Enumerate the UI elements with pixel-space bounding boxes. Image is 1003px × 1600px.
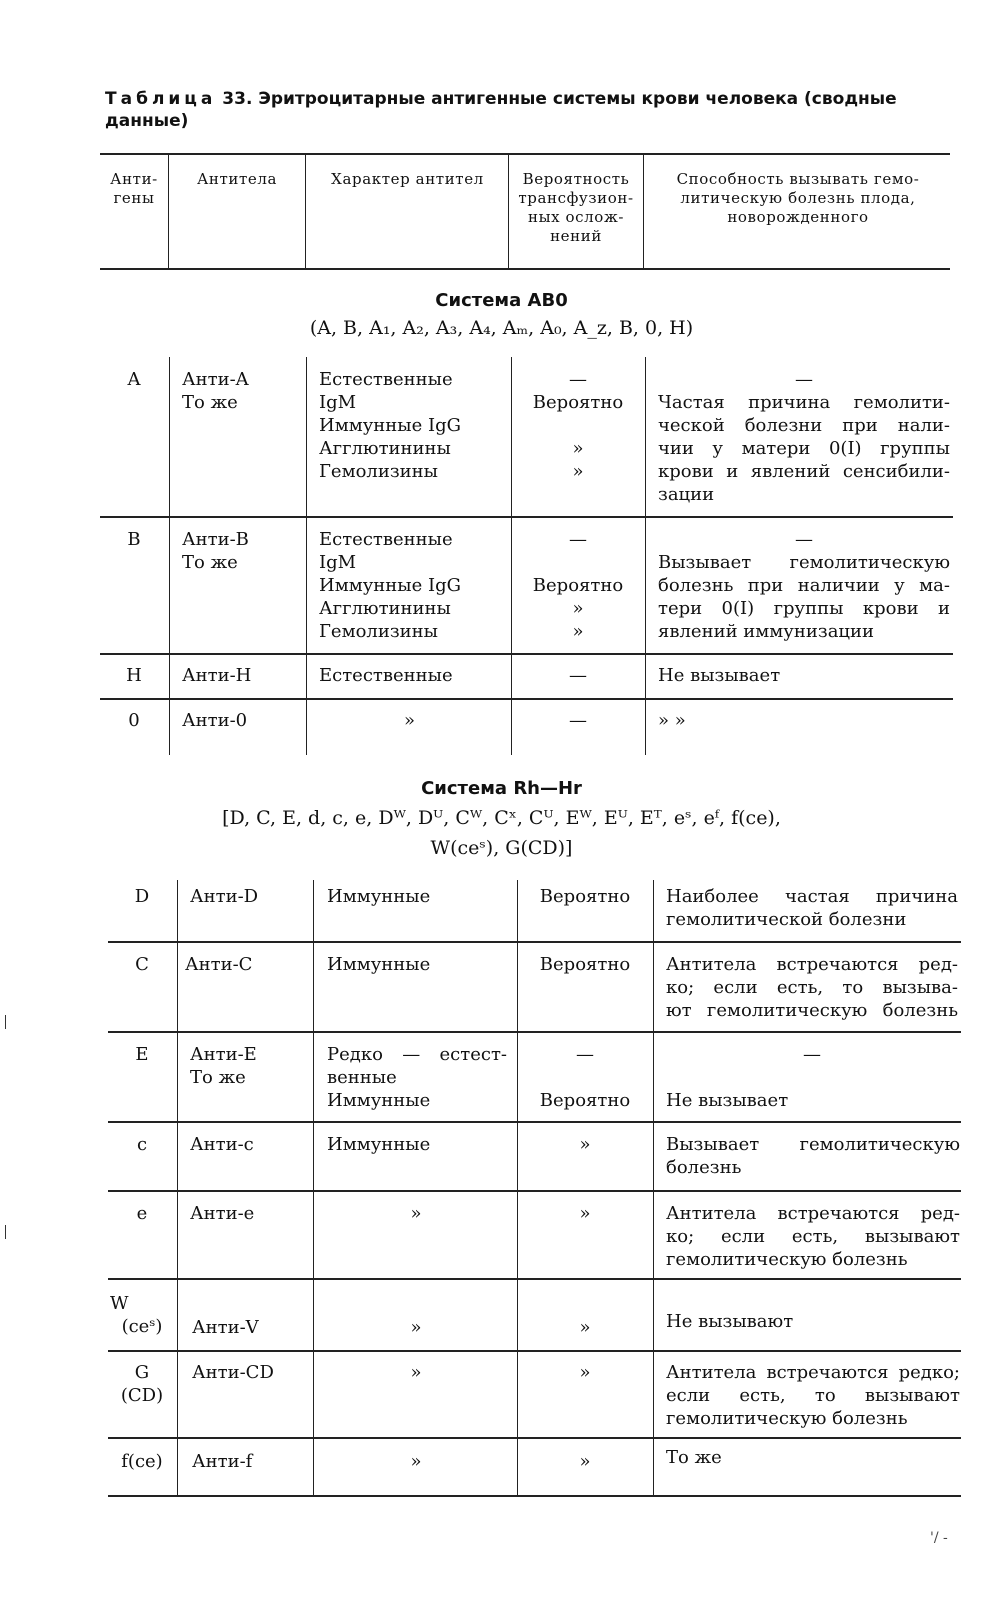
abo-system-title: Система AB0 (435, 290, 568, 311)
page-number-mark: '/ - (930, 1530, 948, 1546)
probability-cell: » (579, 1134, 591, 1155)
cell-line: чии у матери 0(I) группы (658, 438, 950, 459)
character-cell: » (410, 1362, 422, 1383)
cell-line: Естественные (319, 369, 453, 390)
antibody-cell (190, 1043, 257, 1089)
cell-line: — (569, 529, 587, 550)
abo-column-divider (169, 357, 170, 755)
header-divider (508, 153, 509, 268)
antigen-cell: f(ce) (121, 1451, 163, 1472)
rh-column-divider (653, 880, 654, 1495)
character-cell: » (403, 710, 415, 731)
header-line: литическую болезнь плода, (680, 189, 916, 207)
cell-line: ческой болезни при нали- (658, 415, 950, 436)
probability-cell (513, 528, 643, 643)
cell-line: Частая причина гемолити- (658, 392, 950, 413)
abo-column-divider (511, 357, 512, 755)
header-line: Анти- (110, 170, 158, 188)
probability-cell: » (579, 1317, 591, 1338)
cell-line: Естественные (319, 529, 453, 550)
cell-line: если есть, то вызывают (666, 1385, 960, 1406)
cell-line: Не вызывает (666, 1090, 789, 1111)
cell-line: Гемолизины (319, 461, 438, 482)
cell-line: » (572, 598, 584, 619)
header-divider (168, 153, 169, 268)
cell-line: болезнь (666, 1157, 742, 1178)
character-cell (327, 1043, 507, 1112)
ability-cell: То же (666, 1447, 722, 1468)
ability-cell (666, 1133, 960, 1179)
cell-line: — (576, 1044, 594, 1065)
antibody-cell (182, 528, 249, 574)
antigen-cell (110, 1361, 174, 1407)
cell-line: зации (658, 484, 715, 505)
cell-line: Иммунные IgG (319, 575, 461, 596)
rh-row-rule (108, 1121, 961, 1123)
antigen-cell: B (127, 529, 141, 550)
character-cell: » (410, 1203, 422, 1224)
ability-cell (666, 953, 958, 1022)
probability-cell: » (579, 1451, 591, 1472)
header-line: Характер антител (331, 170, 484, 188)
cell-line: гемолитической болезни (666, 909, 907, 930)
cell-line: Агглютинины (319, 438, 451, 459)
antibody-cell (182, 368, 249, 414)
probability-cell: — (569, 665, 587, 686)
rh-row-rule (108, 1278, 961, 1280)
antigen-cell: c (136, 1134, 148, 1155)
cell-line: Вызывает гемолитическую (666, 1134, 960, 1155)
character-cell (319, 528, 461, 643)
header-antigens (104, 170, 164, 208)
antigen-cell: A (127, 369, 141, 390)
cell-line: Вероятно (532, 392, 624, 413)
cell-line: (ceˢ) (121, 1316, 163, 1337)
cell-line: IgM (319, 392, 357, 413)
caption-label: Таблица (105, 89, 217, 109)
header-line: Антитела (196, 170, 278, 188)
antigen-cell (110, 1292, 174, 1338)
cell-line: гемолитическую болезнь (666, 1249, 908, 1270)
ability-cell (658, 528, 950, 643)
ability-cell (658, 368, 950, 506)
caption-text: Эритроцитарные антигенные системы крови человека (сводные данные) (105, 89, 897, 131)
abo-column-divider (645, 357, 646, 755)
rh-row-rule (108, 1031, 961, 1033)
header-line: трансфузион- (518, 189, 634, 207)
cell-line: Редко — естест- (327, 1044, 507, 1065)
cell-line: ко; если есть, вызывают (666, 1226, 960, 1247)
rh-row-rule (108, 941, 961, 943)
rh-column-divider (313, 880, 314, 1495)
rh-row-rule (108, 1437, 961, 1439)
header-probability (510, 170, 642, 246)
rh-system-antigen-list: [D, C, E, d, c, e, Dᵂ, Dᵁ, Cᵂ, Cˣ, Cᵁ, Eᵂ, Eᵁ, Eᵀ, eˢ, eᶠ, f(ce), (222, 807, 781, 829)
cell-line: » (572, 461, 584, 482)
character-cell: Иммунные (327, 1134, 431, 1155)
cell-line: — (569, 369, 587, 390)
antibody-cell: Анти-D (190, 886, 259, 907)
caption-number: 33. (222, 89, 253, 109)
antibody-cell: Анти-c (190, 1134, 254, 1155)
header-ability (648, 170, 948, 227)
ability-cell: » » (658, 710, 686, 731)
cell-line: Наиболее частая причина (666, 886, 958, 907)
header-line: новорожденного (727, 208, 869, 226)
cell-line: (CD) (120, 1385, 164, 1406)
cell-line (666, 1066, 958, 1089)
ability-cell: Не вызывает (658, 665, 781, 686)
rh-row-rule (108, 1350, 961, 1352)
rh-column-divider (517, 880, 518, 1495)
abo-system-antigen-list: (A, B, A₁, A₂, A₃, A₄, Aₘ, A₀, A_z, B, 0, H) (309, 317, 694, 339)
cell-line: — (803, 1044, 821, 1065)
probability-cell: » (579, 1362, 591, 1383)
cell-line: Иммунные (327, 1090, 431, 1111)
cell-line: Вероятно (539, 1090, 631, 1111)
cell-line: Анти-B (182, 529, 249, 550)
probability-cell: — (569, 710, 587, 731)
probability-cell: Вероятно (539, 886, 631, 907)
abo-column-divider (306, 357, 307, 755)
character-cell: Иммунные (327, 886, 431, 907)
table-caption (105, 88, 965, 132)
header-divider (643, 153, 644, 268)
probability-cell: » (579, 1203, 591, 1224)
antigen-cell: e (136, 1203, 148, 1224)
rh-system-antigen-list-cont: W(ceˢ), G(CD)] (430, 837, 573, 859)
header-line: Способность вызывать гемо- (676, 170, 920, 188)
rh-row-rule (108, 1190, 961, 1192)
probability-cell: Вероятно (539, 954, 631, 975)
header-line: гены (113, 189, 155, 207)
cell-line: Иммунные IgG (319, 415, 461, 436)
antibody-cell: Анти-e (190, 1203, 255, 1224)
cell-line: W (110, 1293, 129, 1314)
antibody-cell: Анти-V (192, 1317, 259, 1338)
cell-line: IgM (319, 552, 357, 573)
cell-line: тери 0(I) группы крови и (658, 598, 950, 619)
antigen-cell: C (135, 954, 149, 975)
ability-cell (666, 885, 958, 931)
cell-line: Антитела встречаются ред- (666, 954, 958, 975)
cell-line (513, 414, 643, 437)
cell-line: Вероятно (532, 575, 624, 596)
antibody-cell: Анти-CD (192, 1362, 274, 1383)
antibody-cell: Анти-C (185, 954, 253, 975)
cell-line (513, 551, 643, 574)
character-cell: » (410, 1451, 422, 1472)
probability-cell (513, 368, 643, 483)
cell-line: » (572, 621, 584, 642)
antigen-cell: E (135, 1044, 149, 1065)
cell-line: ко; если есть, то вызыва- (666, 977, 958, 998)
abo-row-rule (100, 653, 953, 655)
ability-cell: Не вызывают (666, 1311, 794, 1332)
header-line: нений (550, 227, 602, 245)
cell-line: То же (182, 552, 238, 573)
abo-row-rule (100, 698, 953, 700)
cell-line (519, 1066, 651, 1089)
character-cell (319, 368, 461, 483)
cell-line: Анти-A (182, 369, 249, 390)
abo-row-rule (100, 516, 953, 518)
header-character (310, 170, 505, 189)
antibody-cell: Анти-H (182, 665, 252, 686)
cell-line: То же (190, 1067, 246, 1088)
character-cell: Иммунные (327, 954, 431, 975)
cell-line: Анти-E (190, 1044, 257, 1065)
rh-column-divider (177, 880, 178, 1495)
cell-line: Антитела встречаются ред- (666, 1203, 960, 1224)
ability-cell (666, 1361, 960, 1430)
cell-line: G (134, 1362, 150, 1383)
cell-line: » (572, 438, 584, 459)
character-cell: Естественные (319, 665, 453, 686)
rh-system-title: Система Rh—Hr (421, 778, 582, 799)
header-line: Вероятность (522, 170, 630, 188)
antigen-cell: 0 (128, 710, 140, 731)
cell-line: Гемолизины (319, 621, 438, 642)
antibody-cell: Анти-f (192, 1451, 253, 1472)
antigen-cell: D (134, 886, 150, 907)
cell-line: — (795, 529, 813, 550)
probability-cell (519, 1043, 651, 1112)
cell-line: крови и явлений сенсибили- (658, 461, 950, 482)
cell-line: — (795, 369, 813, 390)
cell-line: гемолитическую болезнь (666, 1408, 908, 1429)
header-antibodies (172, 170, 302, 189)
cell-line: венные (327, 1067, 397, 1088)
cell-line: То же (182, 392, 238, 413)
rh-bottom-rule (108, 1495, 961, 1497)
header-top-rule (100, 153, 950, 155)
antigen-cell: H (126, 665, 142, 686)
ability-cell (666, 1202, 960, 1271)
character-cell: » (410, 1317, 422, 1338)
header-line: ных ослож- (527, 208, 625, 226)
cell-line: явлений иммунизации (658, 621, 874, 642)
cell-line: болезнь при наличии у ма- (658, 575, 950, 596)
antibody-cell: Анти-0 (182, 710, 248, 731)
cell-line: ют гемолитическую болезнь (666, 1000, 958, 1021)
cell-line: Антитела встречаются редко; (666, 1362, 960, 1383)
cell-line: Агглютинины (319, 598, 451, 619)
header-divider (305, 153, 306, 268)
cell-line: Вызывает гемолитическую (658, 552, 950, 573)
header-bottom-rule (100, 268, 950, 270)
ability-cell (666, 1043, 958, 1112)
margin-mark (5, 1015, 6, 1029)
margin-mark (5, 1225, 6, 1239)
